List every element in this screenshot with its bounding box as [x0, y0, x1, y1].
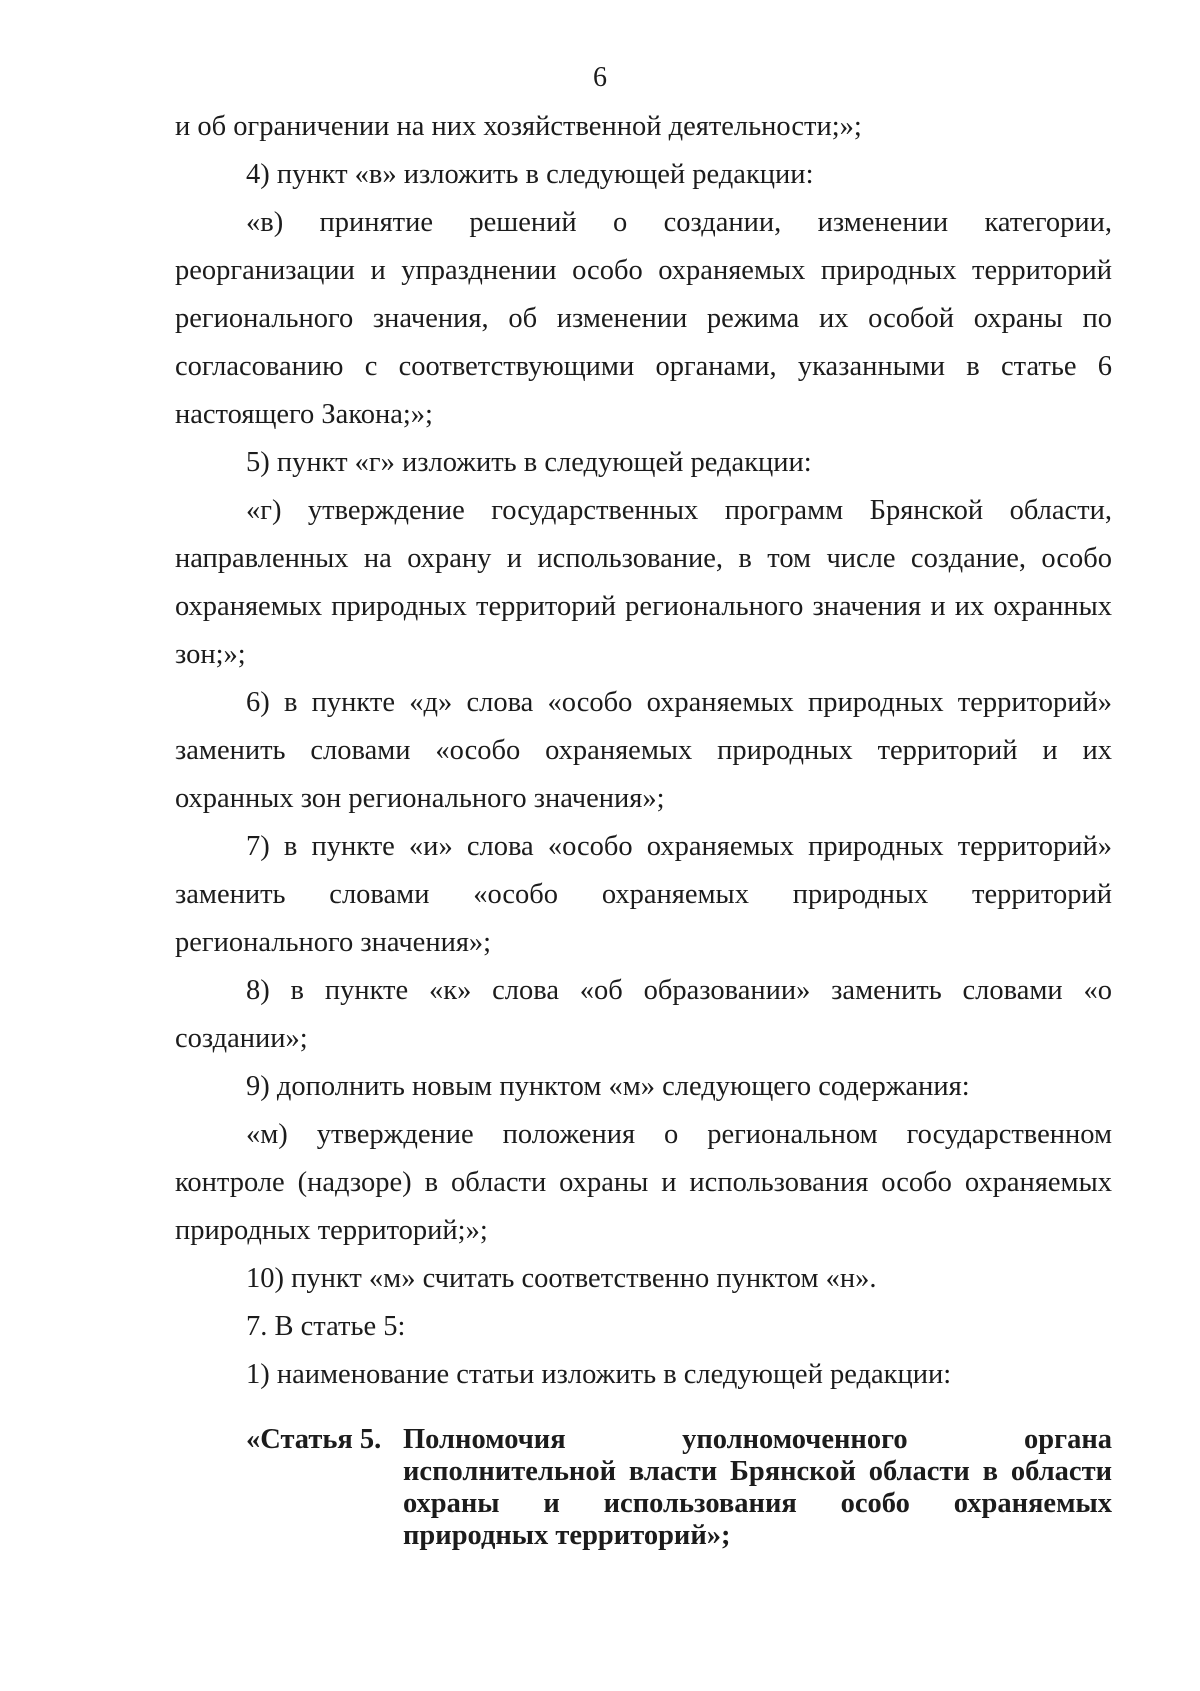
paragraph: 9) дополнить новым пунктом «м» следующего содержания:	[246, 1071, 970, 1102]
paragraph: «м) утверждение положения о региональном государственном контроле (надзоре) в области охраны и использования особо охраняемых природных территорий;»;	[175, 1119, 1112, 1246]
paragraph: 8) в пункте «к» слова «об образовании» заменить словами «о создании»;	[175, 975, 1112, 1054]
article-heading-text: Полномочия уполномоченного органа исполнительной власти Брянской области в области охраны и использования особо охраняемых природных территорий»;	[403, 1424, 1112, 1551]
paragraph: 7) в пункте «и» слова «особо охраняемых природных территорий» заменить словами «особо охраняемых природных территорий регионального значения»;	[175, 831, 1112, 958]
paragraph: 6) в пункте «д» слова «особо охраняемых природных территорий» заменить словами «особо охраняемых природных территорий и их охранных зон регионального значения»;	[175, 687, 1112, 814]
paragraph: «в) принятие решений о создании, изменении категории, реорганизации и упразднении особо охраняемых природных территорий регионального значения, об изменении режима их особой охраны по согласованию с соответствующими органами, указанными в статье 6 настоящего Закона;»;	[175, 207, 1112, 430]
article-heading	[246, 1424, 1112, 1552]
paragraph: 5) пункт «г» изложить в следующей редакции:	[246, 447, 812, 478]
article-heading-label: «Статья 5.	[246, 1424, 382, 1455]
document-body	[175, 103, 1112, 1399]
paragraph: 10) пункт «м» считать соответственно пунктом «н».	[246, 1263, 877, 1294]
paragraph: 4) пункт «в» изложить в следующей редакции:	[246, 159, 814, 190]
paragraph: «г) утверждение государственных программ Брянской области, направленных на охрану и использование, в том числе создание, особо охраняемых природных территорий регионального значения и их охранных зон;»;	[175, 495, 1112, 670]
paragraph: и об ограничении на них хозяйственной деятельности;»;	[175, 111, 862, 142]
page-number: 6	[593, 62, 607, 93]
paragraph: 7. В статье 5:	[246, 1311, 406, 1342]
paragraph: 1) наименование статьи изложить в следующей редакции:	[246, 1359, 952, 1390]
